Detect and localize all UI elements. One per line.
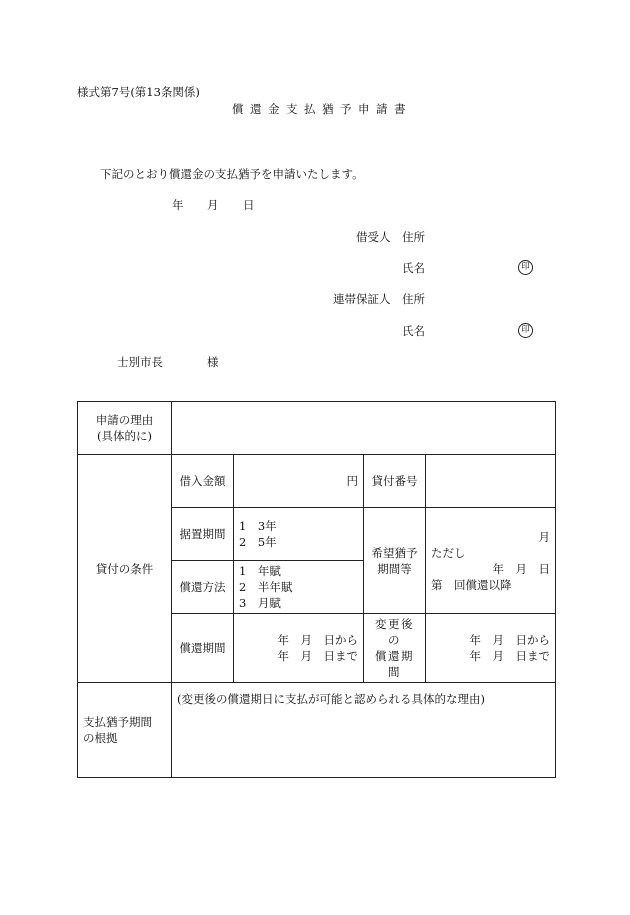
form-number: 様式第7号(第13条関係) xyxy=(77,85,200,99)
loan-number-field[interactable] xyxy=(426,455,556,508)
date-day: 日 xyxy=(243,198,255,212)
borrower-role: 借受人 xyxy=(356,230,391,244)
desired-proviso: ただし xyxy=(431,545,466,560)
changed-period-to: 年 月 日まで xyxy=(469,649,550,663)
period-from: 年 月 日から xyxy=(277,633,358,647)
grace-period-label: 据置期間 xyxy=(172,508,234,561)
desired-period-label: 希望猶予 期間等 xyxy=(364,508,426,614)
basis-row xyxy=(78,683,556,778)
basis-label: 支払猶予期間 の根拠 xyxy=(78,683,172,778)
grace-option: 2 5年 xyxy=(239,535,277,549)
reason-label: 申請の理由 (具体的に) xyxy=(78,402,172,455)
guarantor-seal-icon: 印 xyxy=(518,323,533,338)
reason-row xyxy=(78,402,556,455)
date-year: 年 xyxy=(172,198,184,212)
changed-period-from: 年 月 日から xyxy=(469,633,550,647)
loan-amount-label: 借入金額 xyxy=(172,455,234,508)
loan-amount-field[interactable]: 円 xyxy=(234,455,364,508)
desired-month: 月 xyxy=(538,529,550,544)
application-table xyxy=(77,401,556,778)
repay-period-label: 償還期間 xyxy=(172,614,234,683)
guarantor-role: 連帯保証人 xyxy=(333,292,391,306)
changed-period-field[interactable] xyxy=(426,614,556,683)
desired-from: 第 回償還以降 xyxy=(431,577,512,592)
intro-text: 下記のとおり償還金の支払猶予を申請いたします。 xyxy=(100,167,364,181)
basis-field[interactable] xyxy=(172,683,556,778)
reason-field[interactable] xyxy=(172,402,556,455)
date-month: 月 xyxy=(207,198,219,212)
repay-option: 3 月賦 xyxy=(239,596,281,610)
addressee-name: 士別市長 xyxy=(117,355,163,369)
basis-note: (変更後の償還期日に支払が可能と認められる具体的な理由) xyxy=(177,692,485,706)
period-to: 年 月 日まで xyxy=(277,649,358,663)
grace-period-options[interactable] xyxy=(234,508,364,561)
repay-method-label: 償還方法 xyxy=(172,561,234,614)
page-title: 償還金支払猶予申請書 xyxy=(232,102,412,116)
desired-date: 年 月 日 xyxy=(492,561,550,576)
changed-period-label: 変更後の 償還期間 xyxy=(364,614,426,683)
repay-period-field[interactable] xyxy=(234,614,364,683)
repay-method-options[interactable] xyxy=(234,561,364,614)
addressee-honorific: 様 xyxy=(207,355,219,369)
loan-number-label: 貸付番号 xyxy=(364,455,426,508)
grace-option: 1 3年 xyxy=(239,519,277,533)
loan-amount-row xyxy=(78,455,556,508)
borrower-address-label: 住所 xyxy=(402,230,425,244)
guarantor-address-label: 住所 xyxy=(402,292,425,306)
desired-period-field[interactable] xyxy=(426,508,556,614)
repay-option: 1 年賦 xyxy=(239,564,281,578)
guarantor-name-label: 氏名 xyxy=(402,324,425,338)
borrower-seal-icon: 印 xyxy=(518,260,533,275)
borrower-name-label: 氏名 xyxy=(402,261,425,275)
repay-option: 2 半年賦 xyxy=(239,580,293,594)
conditions-label: 貸付の条件 xyxy=(78,455,172,683)
